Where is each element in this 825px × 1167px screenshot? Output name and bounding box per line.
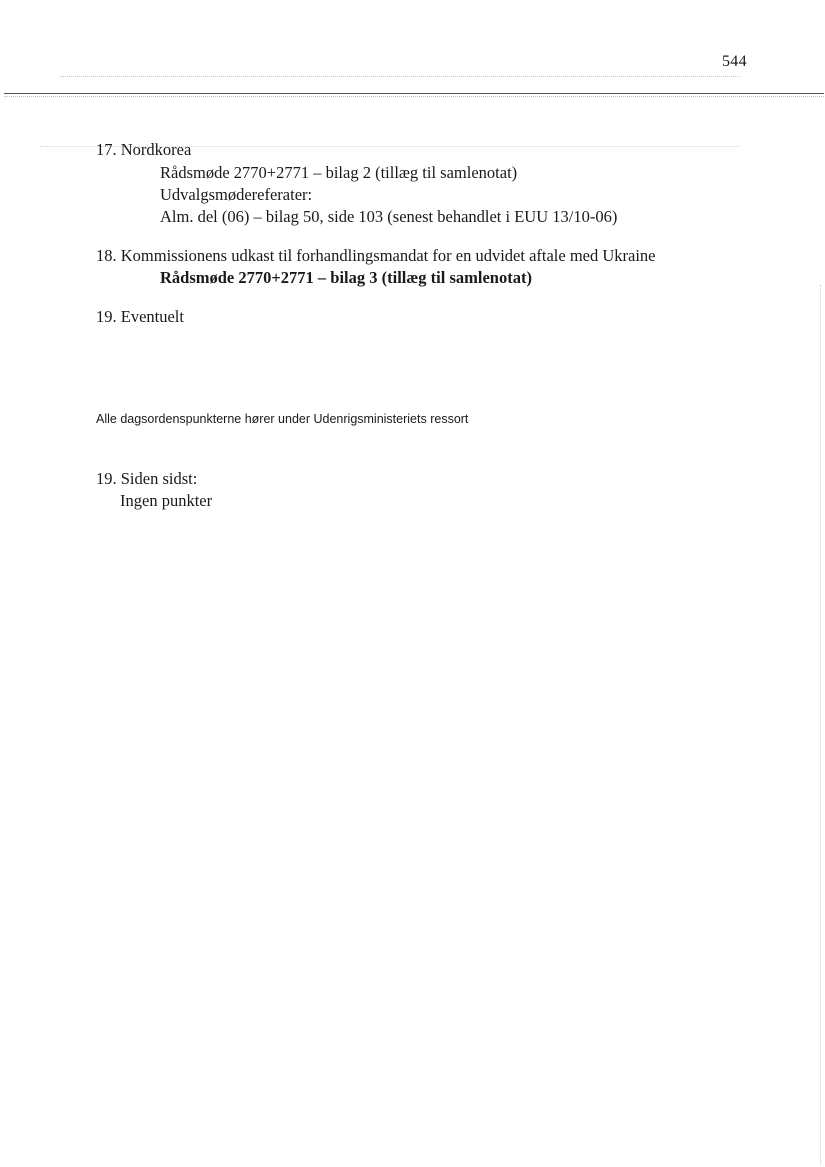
agenda-item-title: 19. Siden sidst: (96, 469, 198, 488)
agenda-item-title: 19. Eventuelt (96, 307, 184, 326)
agenda-item-text: Ingen punkter (120, 491, 213, 510)
page-edge (820, 285, 821, 1165)
agenda-item-title: 17. Nordkorea (96, 140, 192, 159)
header-rule (4, 93, 824, 94)
header-dotted-rule (60, 76, 740, 77)
agenda-item-reference: Rådsmøde 2770+2771 – bilag 3 (tillæg til samlenotat) (160, 268, 532, 287)
agenda-item-reference: Alm. del (06) – bilag 50, side 103 (senest behandlet i EUU 13/10-06) (160, 207, 618, 226)
agenda-item-title: 18. Kommissionens udkast til forhandlingsmandat for en udvidet aftale med Ukraine (96, 246, 656, 265)
page-number: 544 (722, 53, 747, 70)
agenda-item-subheading: Udvalgsmødereferater: (160, 185, 313, 204)
agenda-item-reference: Rådsmøde 2770+2771 – bilag 2 (tillæg til samlenotat) (160, 163, 518, 182)
header-rule-shadow (4, 96, 824, 97)
footnote: Alle dagsordenspunkterne hører under Udenrigsministeriets ressort (96, 412, 469, 426)
